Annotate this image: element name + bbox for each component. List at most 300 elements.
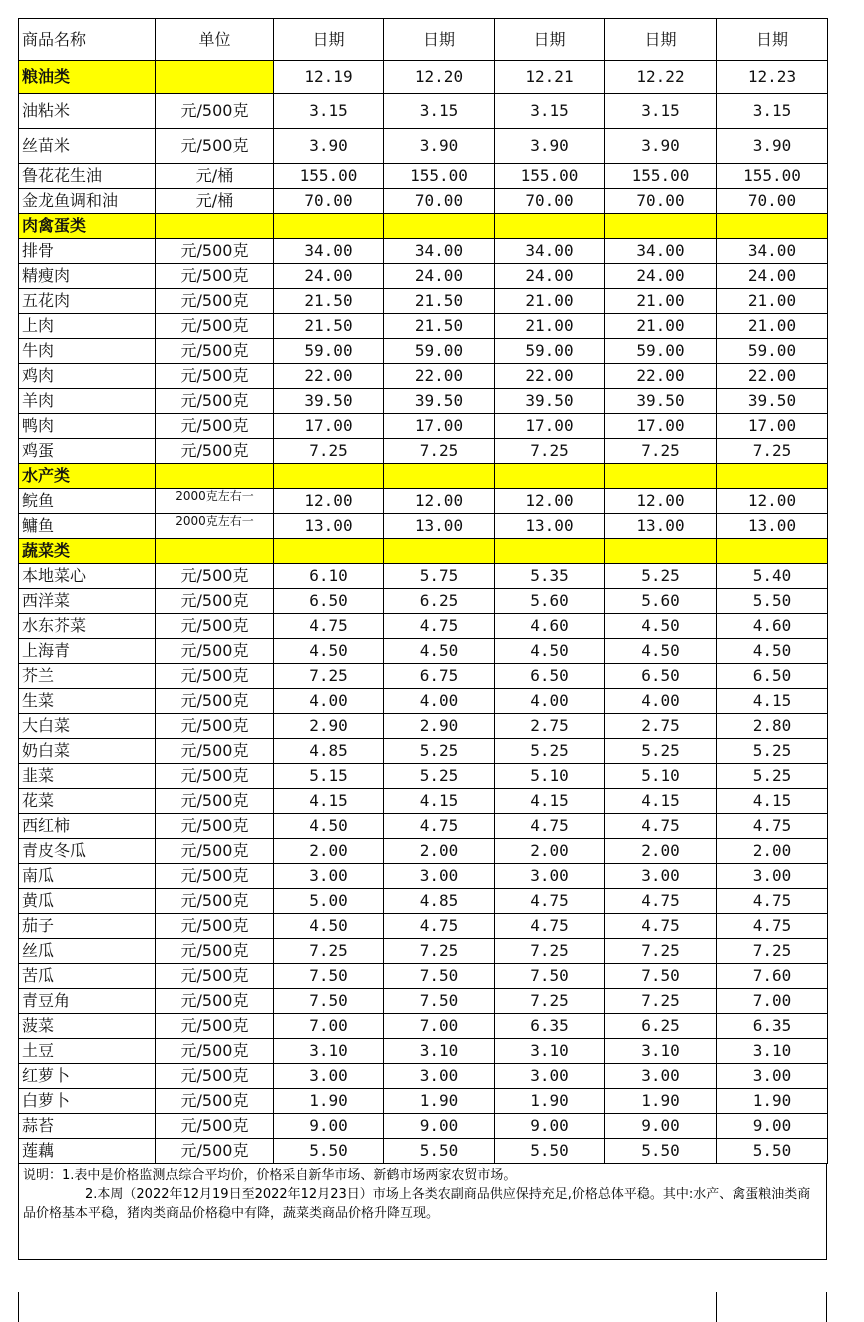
- price-cell: 7.25: [717, 439, 828, 464]
- price-cell: 155.00: [274, 164, 384, 189]
- item-unit: 元/500克: [156, 739, 274, 764]
- price-cell: 9.00: [274, 1114, 384, 1139]
- item-name: 羊肉: [19, 389, 156, 414]
- price-cell: 4.75: [495, 914, 605, 939]
- item-unit: 元/500克: [156, 289, 274, 314]
- price-cell: 13.00: [605, 514, 717, 539]
- table-row: [19, 439, 828, 464]
- price-cell: 5.60: [605, 589, 717, 614]
- header-unit: 单位: [156, 19, 274, 61]
- price-cell: 2.00: [274, 839, 384, 864]
- price-cell: 7.50: [384, 989, 495, 1014]
- price-cell: 2.00: [605, 839, 717, 864]
- price-cell: 24.00: [495, 264, 605, 289]
- price-cell: 4.60: [717, 614, 828, 639]
- item-unit: 元/500克: [156, 94, 274, 129]
- item-unit: 元/500克: [156, 339, 274, 364]
- price-cell: 4.50: [717, 639, 828, 664]
- price-cell: 5.00: [274, 889, 384, 914]
- empty-cell: [274, 464, 384, 489]
- empty-cell: [605, 214, 717, 239]
- price-cell: 7.50: [495, 964, 605, 989]
- price-cell: 5.50: [717, 1139, 828, 1164]
- price-cell: 5.60: [495, 589, 605, 614]
- price-cell: 7.00: [717, 989, 828, 1014]
- price-cell: 5.25: [717, 764, 828, 789]
- item-name: 丝苗米: [19, 129, 156, 164]
- item-unit: 元/500克: [156, 614, 274, 639]
- date-value: 12.20: [384, 61, 495, 94]
- price-cell: 9.00: [717, 1114, 828, 1139]
- table-row: [19, 664, 828, 689]
- header-date: 日期: [274, 19, 384, 61]
- price-cell: 7.25: [274, 664, 384, 689]
- price-cell: 2.75: [495, 714, 605, 739]
- price-cell: 21.00: [717, 289, 828, 314]
- price-cell: 9.00: [495, 1114, 605, 1139]
- price-cell: 34.00: [717, 239, 828, 264]
- table-row: [19, 1089, 828, 1114]
- item-unit: 元/500克: [156, 314, 274, 339]
- table-row: [19, 264, 828, 289]
- price-cell: 22.00: [495, 364, 605, 389]
- table-row: [19, 864, 828, 889]
- price-cell: 21.50: [384, 314, 495, 339]
- price-cell: 7.50: [384, 964, 495, 989]
- blank-row: [18, 1292, 827, 1322]
- item-name: 青皮冬瓜: [19, 839, 156, 864]
- price-cell: 5.15: [274, 764, 384, 789]
- price-cell: 3.00: [605, 864, 717, 889]
- price-cell: 3.00: [274, 864, 384, 889]
- price-cell: 39.50: [717, 389, 828, 414]
- item-unit: 2000克左右一: [156, 489, 274, 514]
- item-name: 花菜: [19, 789, 156, 814]
- price-cell: 155.00: [605, 164, 717, 189]
- item-unit: 元/500克: [156, 129, 274, 164]
- price-cell: 3.15: [717, 94, 828, 129]
- item-unit: 元/500克: [156, 564, 274, 589]
- category-row: [19, 61, 828, 94]
- item-unit: 元/500克: [156, 389, 274, 414]
- item-name: 大白菜: [19, 714, 156, 739]
- empty-cell: [717, 464, 828, 489]
- price-cell: 3.00: [274, 1064, 384, 1089]
- price-cell: 24.00: [605, 264, 717, 289]
- price-cell: 5.35: [495, 564, 605, 589]
- price-sheet: [18, 18, 827, 1260]
- item-name: 青豆角: [19, 989, 156, 1014]
- empty-cell: [384, 464, 495, 489]
- price-cell: 4.75: [384, 814, 495, 839]
- table-row: [19, 489, 828, 514]
- price-cell: 2.90: [384, 714, 495, 739]
- price-cell: 21.00: [605, 314, 717, 339]
- price-cell: 22.00: [384, 364, 495, 389]
- price-cell: 21.50: [384, 289, 495, 314]
- item-unit: 元/500克: [156, 264, 274, 289]
- notes: [18, 1164, 827, 1260]
- category-row: [19, 464, 828, 489]
- date-value: 12.21: [495, 61, 605, 94]
- price-cell: 34.00: [605, 239, 717, 264]
- price-cell: 70.00: [495, 189, 605, 214]
- item-name: 芥兰: [19, 664, 156, 689]
- price-cell: 7.25: [384, 439, 495, 464]
- price-cell: 4.50: [274, 639, 384, 664]
- price-cell: 24.00: [717, 264, 828, 289]
- price-cell: 7.25: [274, 439, 384, 464]
- price-cell: 3.15: [384, 94, 495, 129]
- price-cell: 13.00: [384, 514, 495, 539]
- price-cell: 4.75: [717, 889, 828, 914]
- price-cell: 3.90: [605, 129, 717, 164]
- price-cell: 21.50: [274, 314, 384, 339]
- price-cell: 7.00: [384, 1014, 495, 1039]
- price-cell: 4.75: [495, 814, 605, 839]
- table-row: [19, 964, 828, 989]
- price-cell: 3.90: [717, 129, 828, 164]
- table-row: [19, 989, 828, 1014]
- price-cell: 4.75: [495, 889, 605, 914]
- item-name: 韭菜: [19, 764, 156, 789]
- category-unit-cell: [156, 464, 274, 489]
- price-cell: 5.25: [384, 739, 495, 764]
- price-cell: 5.50: [274, 1139, 384, 1164]
- price-cell: 59.00: [384, 339, 495, 364]
- price-cell: 3.90: [495, 129, 605, 164]
- price-cell: 70.00: [274, 189, 384, 214]
- item-name: 红萝卜: [19, 1064, 156, 1089]
- item-unit: 元/桶: [156, 164, 274, 189]
- item-unit: 元/500克: [156, 439, 274, 464]
- price-table: [18, 18, 828, 1164]
- header-name: 商品名称: [19, 19, 156, 61]
- item-name: 本地菜心: [19, 564, 156, 589]
- price-cell: 7.00: [274, 1014, 384, 1039]
- item-unit: 元/桶: [156, 189, 274, 214]
- table-row: [19, 839, 828, 864]
- price-cell: 17.00: [384, 414, 495, 439]
- price-cell: 21.00: [495, 314, 605, 339]
- header-date: 日期: [605, 19, 717, 61]
- price-cell: 22.00: [717, 364, 828, 389]
- item-name: 南瓜: [19, 864, 156, 889]
- price-cell: 4.60: [495, 614, 605, 639]
- price-cell: 7.25: [495, 439, 605, 464]
- price-cell: 4.75: [605, 814, 717, 839]
- item-unit: 元/500克: [156, 239, 274, 264]
- price-cell: 6.35: [495, 1014, 605, 1039]
- item-unit: 元/500克: [156, 764, 274, 789]
- price-cell: 4.15: [605, 789, 717, 814]
- price-cell: 5.10: [605, 764, 717, 789]
- price-cell: 6.35: [717, 1014, 828, 1039]
- item-unit: 元/500克: [156, 1064, 274, 1089]
- price-cell: 39.50: [384, 389, 495, 414]
- price-cell: 3.10: [605, 1039, 717, 1064]
- empty-cell: [495, 464, 605, 489]
- price-cell: 3.00: [495, 1064, 605, 1089]
- item-unit: 元/500克: [156, 1014, 274, 1039]
- item-unit: 元/500克: [156, 414, 274, 439]
- item-unit: 元/500克: [156, 989, 274, 1014]
- price-cell: 17.00: [605, 414, 717, 439]
- table-row: [19, 339, 828, 364]
- item-name: 金龙鱼调和油: [19, 189, 156, 214]
- price-cell: 13.00: [495, 514, 605, 539]
- table-row: [19, 414, 828, 439]
- note-1: 说明：1.表中是价格监测点综合平均价，价格采自新华市场、新鹤市场两家农贸市场。: [23, 1168, 517, 1183]
- table-row: [19, 1114, 828, 1139]
- price-cell: 24.00: [384, 264, 495, 289]
- item-unit: 元/500克: [156, 914, 274, 939]
- table-row: [19, 639, 828, 664]
- item-name: 白萝卜: [19, 1089, 156, 1114]
- price-cell: 5.50: [605, 1139, 717, 1164]
- price-cell: 59.00: [495, 339, 605, 364]
- category-label: 粮油类: [19, 61, 156, 94]
- table-row: [19, 289, 828, 314]
- table-row: [19, 689, 828, 714]
- table-row: [19, 814, 828, 839]
- item-name: 排骨: [19, 239, 156, 264]
- category-row: [19, 539, 828, 564]
- price-cell: 7.60: [717, 964, 828, 989]
- price-cell: 4.75: [274, 614, 384, 639]
- price-cell: 6.75: [384, 664, 495, 689]
- table-row: [19, 789, 828, 814]
- price-cell: 3.10: [717, 1039, 828, 1064]
- item-unit: 元/500克: [156, 814, 274, 839]
- price-cell: 1.90: [384, 1089, 495, 1114]
- item-name: 鲁花花生油: [19, 164, 156, 189]
- item-name: 菠菜: [19, 1014, 156, 1039]
- price-cell: 7.50: [605, 964, 717, 989]
- table-row: [19, 94, 828, 129]
- price-cell: 2.80: [717, 714, 828, 739]
- price-cell: 5.50: [495, 1139, 605, 1164]
- price-cell: 59.00: [605, 339, 717, 364]
- price-cell: 13.00: [274, 514, 384, 539]
- price-cell: 12.00: [605, 489, 717, 514]
- empty-cell: [605, 464, 717, 489]
- price-cell: 59.00: [274, 339, 384, 364]
- price-cell: 4.50: [274, 814, 384, 839]
- item-name: 水东芥菜: [19, 614, 156, 639]
- price-cell: 7.25: [495, 989, 605, 1014]
- price-cell: 34.00: [384, 239, 495, 264]
- price-cell: 6.50: [605, 664, 717, 689]
- empty-cell: [495, 214, 605, 239]
- price-cell: 5.25: [717, 739, 828, 764]
- item-name: 西红柿: [19, 814, 156, 839]
- price-cell: 17.00: [274, 414, 384, 439]
- category-label: 蔬菜类: [19, 539, 156, 564]
- price-cell: 1.90: [274, 1089, 384, 1114]
- item-name: 鸡肉: [19, 364, 156, 389]
- price-cell: 70.00: [384, 189, 495, 214]
- table-row: [19, 1039, 828, 1064]
- price-cell: 4.00: [274, 689, 384, 714]
- price-cell: 9.00: [605, 1114, 717, 1139]
- price-cell: 13.00: [717, 514, 828, 539]
- price-cell: 1.90: [605, 1089, 717, 1114]
- price-cell: 4.50: [605, 614, 717, 639]
- price-cell: 155.00: [717, 164, 828, 189]
- price-cell: 3.15: [605, 94, 717, 129]
- price-cell: 6.10: [274, 564, 384, 589]
- price-cell: 7.25: [495, 939, 605, 964]
- price-cell: 5.25: [384, 764, 495, 789]
- item-name: 鲩鱼: [19, 489, 156, 514]
- price-cell: 21.00: [495, 289, 605, 314]
- item-unit: 元/500克: [156, 964, 274, 989]
- price-cell: 3.10: [495, 1039, 605, 1064]
- price-cell: 21.50: [274, 289, 384, 314]
- table-row: [19, 1139, 828, 1164]
- note-2: 2.本周（2022年12月19日至2022年12月23日）市场上各类农副商品供应保持充足,价格总体平稳。其中:水产、禽蛋粮油类商品价格基本平稳，猪肉类商品价格稳中有降，蔬菜类商品价格升降互现。: [23, 1187, 811, 1221]
- item-unit: 元/500克: [156, 789, 274, 814]
- price-cell: 70.00: [605, 189, 717, 214]
- price-cell: 5.25: [605, 739, 717, 764]
- price-cell: 17.00: [495, 414, 605, 439]
- price-cell: 2.00: [384, 839, 495, 864]
- header-date: 日期: [384, 19, 495, 61]
- price-cell: 6.50: [495, 664, 605, 689]
- price-cell: 22.00: [605, 364, 717, 389]
- price-cell: 4.00: [495, 689, 605, 714]
- price-cell: 6.25: [605, 1014, 717, 1039]
- table-row: [19, 189, 828, 214]
- price-cell: 5.50: [384, 1139, 495, 1164]
- price-cell: 7.25: [717, 939, 828, 964]
- price-cell: 4.75: [717, 814, 828, 839]
- item-name: 苦瓜: [19, 964, 156, 989]
- price-cell: 4.75: [717, 914, 828, 939]
- table-row: [19, 239, 828, 264]
- category-row: [19, 214, 828, 239]
- price-cell: 70.00: [717, 189, 828, 214]
- price-cell: 4.15: [717, 789, 828, 814]
- price-cell: 3.00: [384, 864, 495, 889]
- date-value: 12.19: [274, 61, 384, 94]
- item-unit: 元/500克: [156, 1114, 274, 1139]
- header-date: 日期: [717, 19, 828, 61]
- price-cell: 7.25: [605, 939, 717, 964]
- table-row: [19, 1014, 828, 1039]
- price-cell: 22.00: [274, 364, 384, 389]
- price-cell: 5.10: [495, 764, 605, 789]
- table-row: [19, 714, 828, 739]
- price-cell: 4.15: [717, 689, 828, 714]
- empty-cell: [717, 539, 828, 564]
- price-cell: 4.15: [274, 789, 384, 814]
- empty-cell: [274, 214, 384, 239]
- item-unit: 元/500克: [156, 664, 274, 689]
- item-name: 五花肉: [19, 289, 156, 314]
- price-cell: 17.00: [717, 414, 828, 439]
- price-cell: 21.00: [605, 289, 717, 314]
- price-cell: 24.00: [274, 264, 384, 289]
- header-date: 日期: [495, 19, 605, 61]
- table-row: [19, 889, 828, 914]
- price-cell: 4.85: [274, 739, 384, 764]
- price-cell: 5.50: [717, 589, 828, 614]
- price-cell: 9.00: [384, 1114, 495, 1139]
- table-row: [19, 129, 828, 164]
- price-cell: 4.50: [495, 639, 605, 664]
- table-row: [19, 314, 828, 339]
- item-name: 鳙鱼: [19, 514, 156, 539]
- item-name: 精瘦肉: [19, 264, 156, 289]
- price-cell: 4.50: [274, 914, 384, 939]
- price-cell: 3.00: [384, 1064, 495, 1089]
- price-cell: 7.25: [274, 939, 384, 964]
- table-row: [19, 939, 828, 964]
- price-cell: 59.00: [717, 339, 828, 364]
- price-cell: 1.90: [717, 1089, 828, 1114]
- item-name: 蒜苔: [19, 1114, 156, 1139]
- item-unit: 元/500克: [156, 1139, 274, 1164]
- price-cell: 7.50: [274, 964, 384, 989]
- item-unit: 元/500克: [156, 589, 274, 614]
- item-name: 鸡蛋: [19, 439, 156, 464]
- price-cell: 12.00: [717, 489, 828, 514]
- header-row: [19, 19, 828, 61]
- table-row: [19, 514, 828, 539]
- item-unit: 元/500克: [156, 939, 274, 964]
- empty-cell: [605, 539, 717, 564]
- empty-cell: [717, 214, 828, 239]
- price-cell: 5.75: [384, 564, 495, 589]
- table-row: [19, 764, 828, 789]
- category-unit-cell: [156, 61, 274, 94]
- empty-cell: [384, 214, 495, 239]
- table-row: [19, 914, 828, 939]
- item-name: 莲藕: [19, 1139, 156, 1164]
- price-cell: 12.00: [384, 489, 495, 514]
- item-name: 上肉: [19, 314, 156, 339]
- price-cell: 3.00: [717, 1064, 828, 1089]
- item-unit: 元/500克: [156, 364, 274, 389]
- empty-cell: [495, 539, 605, 564]
- price-cell: 155.00: [495, 164, 605, 189]
- table-row: [19, 589, 828, 614]
- item-name: 鸭肉: [19, 414, 156, 439]
- table-row: [19, 739, 828, 764]
- price-cell: 12.00: [274, 489, 384, 514]
- item-name: 丝瓜: [19, 939, 156, 964]
- price-cell: 39.50: [605, 389, 717, 414]
- price-cell: 5.40: [717, 564, 828, 589]
- table-row: [19, 614, 828, 639]
- price-cell: 3.00: [605, 1064, 717, 1089]
- item-name: 油粘米: [19, 94, 156, 129]
- price-cell: 5.25: [605, 564, 717, 589]
- price-cell: 7.25: [384, 939, 495, 964]
- price-cell: 3.00: [717, 864, 828, 889]
- item-unit: 元/500克: [156, 639, 274, 664]
- price-cell: 3.15: [274, 94, 384, 129]
- price-cell: 2.90: [274, 714, 384, 739]
- price-cell: 4.15: [495, 789, 605, 814]
- table-row: [19, 389, 828, 414]
- price-cell: 4.75: [384, 914, 495, 939]
- item-name: 生菜: [19, 689, 156, 714]
- price-cell: 21.00: [717, 314, 828, 339]
- price-cell: 39.50: [495, 389, 605, 414]
